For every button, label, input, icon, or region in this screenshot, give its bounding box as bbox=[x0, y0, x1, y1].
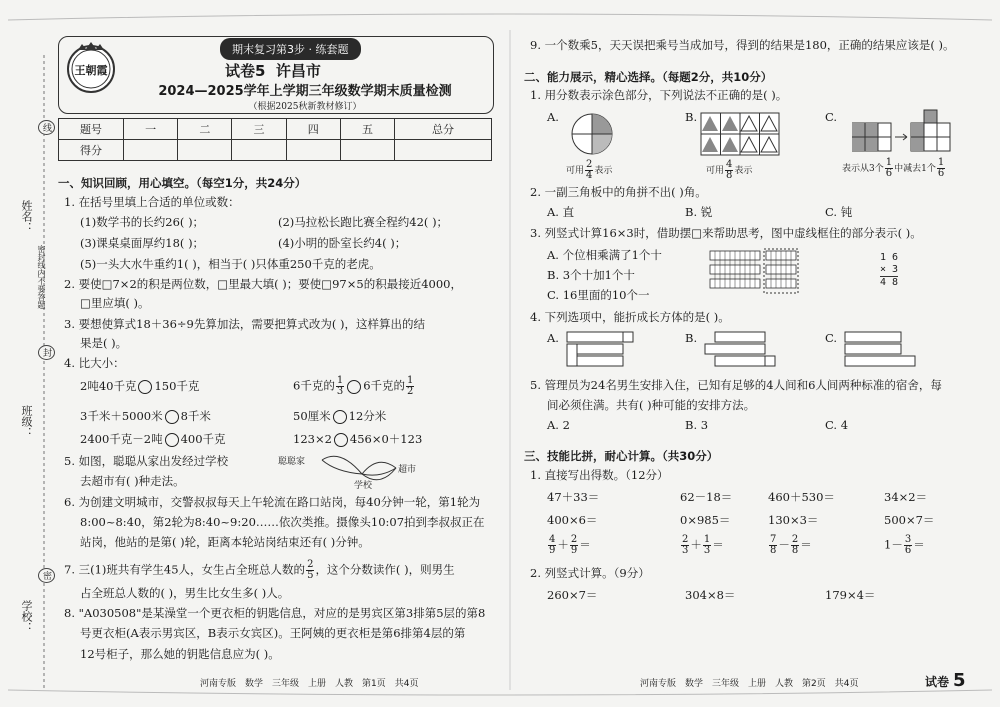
s1-q7a: 7. 三(1)班共有学生45人，女生占全班总人数的 $\frac{2}{5}$ ，这个分数读作( )，则男生 bbox=[64, 559, 455, 581]
s2-q1-opt-b: B. bbox=[685, 110, 698, 124]
calc-item: 500×7＝ bbox=[884, 513, 935, 527]
fraction: $\frac{2}{5}$ bbox=[307, 559, 314, 581]
score-table bbox=[58, 118, 492, 161]
compare-circle[interactable] bbox=[138, 380, 152, 394]
table-cell: 四 bbox=[286, 119, 340, 140]
score-input-cell[interactable] bbox=[124, 140, 178, 161]
s2-q1-caption-c: 表示从3个 $\frac{1}{6}$ 中减去1个 $\frac{1}{6}$ bbox=[842, 157, 945, 179]
cmp-row-3a: 2400千克－2吨 400千克 bbox=[80, 432, 226, 446]
calc-item: 47＋33＝ bbox=[547, 490, 600, 504]
s1-q1a: (1)数学书的长约26( )； bbox=[80, 215, 205, 229]
s2-q2-opt-c[interactable]: C. 钝 bbox=[825, 205, 853, 219]
s2-q5a: 5. 管理员为24名男生安排入住，已知有足够的4人间和6人间两种标准的宿舍，每 bbox=[530, 378, 942, 392]
s1-q3a: 3. 要想使算式18＋36÷9先算加法，需要把算式改为( )，这样算出的结 bbox=[64, 317, 425, 331]
logo bbox=[64, 40, 118, 94]
bars-figure bbox=[852, 108, 964, 154]
s1-q6c: 站岗，他站的是第( )轮，距离本轮站岗结束还有( )分钟。 bbox=[80, 535, 370, 549]
calc-item-frac-1: $\frac{4}{9}$ ＋ $\frac{2}{9}$ ＝ bbox=[549, 534, 591, 556]
header-badge: 期末复习第3步 · 练套题 bbox=[220, 38, 361, 60]
s2-q2-opt-a[interactable]: A. 直 bbox=[547, 205, 575, 219]
triangles-figure bbox=[700, 112, 780, 156]
calc-item-frac-2: $\frac{2}{3}$ ＋ $\frac{1}{3}$ ＝ bbox=[682, 534, 724, 556]
s1-q8c: 12号柜子，那么她的钥匙信息应为( )。 bbox=[80, 647, 280, 661]
s3-q2: 2. 列竖式计算。（9分） bbox=[530, 566, 650, 580]
school-label: 学校： bbox=[20, 600, 33, 633]
s2-q3-opt-c[interactable]: C. 16里面的10个一 bbox=[547, 288, 650, 302]
pie-figure bbox=[568, 110, 618, 158]
compare-circle[interactable] bbox=[334, 433, 348, 447]
s2-q5b: 间必须住满。共有( )种可能的安排方法。 bbox=[547, 398, 756, 412]
name-label: 姓名： bbox=[20, 200, 33, 233]
vertical-calc-item: 179×4＝ bbox=[825, 588, 876, 602]
score-input-cell[interactable] bbox=[232, 140, 286, 161]
s1-q6b: 8:00~8:40，第2轮为8:40~9:20……依次类推。摄像头10:07拍到李叔叔正在 bbox=[80, 515, 485, 529]
compare-circle[interactable] bbox=[165, 410, 179, 424]
s2-q1-opt-c: C. bbox=[825, 110, 838, 124]
s2-q5-opt-c[interactable]: C. 4 bbox=[825, 418, 849, 432]
footer-right: 河南专版 数学 三年级 上册 人教 第2页 共4页 bbox=[640, 679, 859, 689]
table-cell: 一 bbox=[124, 119, 178, 140]
calc-item: 400×6＝ bbox=[547, 513, 598, 527]
exam-subtitle: （根据2025秋新教材修订） bbox=[248, 102, 362, 112]
table-cell: 得分 bbox=[59, 140, 124, 161]
s1-q3b: 果是( )。 bbox=[80, 336, 128, 350]
s2-q2-opt-b[interactable]: B. 锐 bbox=[685, 205, 713, 219]
s2-q1: 1. 用分数表示涂色部分，下列说法不正确的是( )。 bbox=[530, 88, 788, 102]
paper-city: 许昌市 bbox=[275, 62, 321, 80]
calc-item: 460＋530＝ bbox=[768, 490, 835, 504]
section-3-title: 三、技能比拼，耐心计算。（共30分） bbox=[524, 449, 719, 463]
s1-q1b: (2)马拉松长跑比赛全程约42( )； bbox=[278, 215, 449, 229]
s1-q8b: 号更衣柜(A表示男宾区，B表示女宾区)。王阿姨的更衣柜是第6排第4层的第 bbox=[80, 626, 466, 640]
s1-q1c: (3)课桌桌面厚约18( )； bbox=[80, 236, 205, 250]
score-table-score-row bbox=[59, 140, 492, 161]
score-input-cell[interactable] bbox=[178, 140, 232, 161]
seal-mark-seal: 封 bbox=[38, 345, 55, 360]
cmp-row-1b: 6千克的 $\frac{1}{3}$ 6千克的 $\frac{1}{2}$ bbox=[293, 375, 414, 397]
route-school: 学校 bbox=[354, 481, 373, 491]
vertical-calc: 1 6 × 3 4 8 bbox=[880, 252, 899, 288]
net-figure-c bbox=[843, 330, 923, 372]
score-input-cell[interactable] bbox=[286, 140, 340, 161]
cmp-row-1a: 2吨40千克 150千克 bbox=[80, 379, 200, 393]
s1-q5b: 去超市有( )种走法。 bbox=[80, 474, 185, 488]
seal-mark-line: 线 bbox=[38, 120, 55, 135]
s1-q1d: (4)小明的卧室长约4( )； bbox=[278, 236, 407, 250]
section-2-title: 二、能力展示，精心选择。（每题2分，共10分） bbox=[524, 70, 773, 84]
s2-q5-opt-b[interactable]: B. 3 bbox=[685, 418, 709, 432]
footer-left: 河南专版 数学 三年级 上册 人教 第1页 共4页 bbox=[200, 679, 419, 689]
score-input-cell[interactable] bbox=[340, 140, 394, 161]
class-label: 班级： bbox=[20, 405, 33, 438]
net-figure-a bbox=[565, 330, 645, 372]
s1-q2b: □里应填( )。 bbox=[80, 296, 150, 310]
compare-circle[interactable] bbox=[165, 433, 179, 447]
s2-q4: 4. 下列选项中，能折成长方体的是( )。 bbox=[530, 310, 730, 324]
logo-text: 王朝霞 bbox=[74, 64, 108, 77]
s2-q4-opt-a[interactable]: A. bbox=[547, 331, 559, 345]
s2-q1-caption-a: 可用 $\frac{2}{4}$ 表示 bbox=[566, 159, 613, 181]
s1-q9: 9. 一个数乘5，天天误把乘号当成加号，得到的结果是180，正确的结果应该是( )。 bbox=[530, 38, 955, 52]
cmp-row-3b: 123×2 456×0＋123 bbox=[293, 432, 423, 446]
paper-number: 试卷5 bbox=[225, 62, 266, 80]
exam-title: 2024—2025学年上学期三年级数学期末质量检测 bbox=[158, 84, 452, 99]
block-array-figure bbox=[708, 248, 804, 298]
score-table-header-row bbox=[59, 119, 492, 140]
s1-q7b: 占全班总人数的( )，男生比女生多( )人。 bbox=[80, 586, 290, 600]
s2-q5-opt-a[interactable]: A. 2 bbox=[547, 418, 570, 432]
cmp-row-2a: 3千米＋5000米 8千米 bbox=[80, 409, 211, 423]
vertical-calc-item: 304×8＝ bbox=[685, 588, 736, 602]
s1-q2a: 2. 要使□7×2的积是两位数，□里最大填( )；要使□97×5的积最接近4000， bbox=[64, 277, 462, 291]
calc-item: 34×2＝ bbox=[884, 490, 928, 504]
calc-item: 62－18＝ bbox=[680, 490, 733, 504]
s1-q5a: 5. 如图，聪聪从家出发经过学校 bbox=[64, 454, 229, 468]
s1-q1: 1. 在括号里填上合适的单位或数： bbox=[64, 195, 240, 209]
vertical-calc-item: 260×7＝ bbox=[547, 588, 598, 602]
table-cell: 五 bbox=[340, 119, 394, 140]
route-market: 超市 bbox=[398, 465, 417, 475]
fraction: $\frac{1}{3}$ bbox=[336, 375, 344, 397]
table-cell: 题号 bbox=[59, 119, 124, 140]
s2-q2: 2. 一副三角板中的角拼不出( )角。 bbox=[530, 185, 707, 199]
table-cell: 三 bbox=[232, 119, 286, 140]
route-home: 聪聪家 bbox=[278, 457, 306, 467]
calc-item: 130×3＝ bbox=[768, 513, 819, 527]
cmp-row-2b: 50厘米 12分米 bbox=[293, 409, 387, 423]
s2-q1-caption-b: 可用 $\frac{4}{8}$ 表示 bbox=[706, 159, 753, 181]
s2-q4-opt-b[interactable]: B. bbox=[685, 331, 698, 345]
score-input-cell[interactable] bbox=[395, 140, 492, 161]
calc-item-frac-3: $\frac{7}{8}$ － $\frac{2}{8}$ ＝ bbox=[770, 534, 812, 556]
s2-q3: 3. 列竖式计算16×3时，借助摆□来帮助思考，图中虚线框住的部分表示( )。 bbox=[530, 226, 922, 240]
compare-circle[interactable] bbox=[347, 380, 361, 394]
s2-q1-opt-a: A. bbox=[547, 110, 559, 124]
compare-circle[interactable] bbox=[333, 410, 347, 424]
section-1-title: 一、知识回顾，用心填空。（每空1分，共24分） bbox=[58, 176, 307, 190]
s1-q4: 4. 比大小： bbox=[64, 356, 125, 370]
s2-q4-opt-c[interactable]: C. bbox=[825, 331, 838, 345]
calc-item: 0×985＝ bbox=[680, 513, 731, 527]
fraction: $\frac{1}{2}$ bbox=[407, 375, 414, 397]
s3-q1: 1. 直接写出得数。（12分） bbox=[530, 468, 669, 482]
net-figure-b bbox=[703, 330, 783, 372]
s1-q8a: 8. "A030508"是某澡堂一个更衣柜的钥匙信息，对应的是男宾区第3排第5层的第8 bbox=[64, 606, 486, 620]
s2-q3-opt-b[interactable]: B. 3个十加1个十 bbox=[547, 268, 635, 282]
calc-item-frac-4: 1－ $\frac{3}{6}$ ＝ bbox=[884, 534, 925, 556]
table-cell: 二 bbox=[178, 119, 232, 140]
seal-mark-secret: 密 bbox=[38, 568, 55, 583]
paper-badge: 试卷 5 bbox=[925, 670, 966, 691]
s2-q3-opt-a[interactable]: A. 个位相乘满了1个十 bbox=[547, 248, 662, 262]
s1-q1e: (5)一头大水牛重约1( )，相当于( )只体重250千克的老虎。 bbox=[80, 257, 381, 271]
table-cell: 总分 bbox=[395, 119, 492, 140]
s1-q6a: 6. 为创建文明城市，交警叔叔每天上午轮流在路口站岗，每40分钟一轮，第1轮为 bbox=[64, 495, 481, 509]
seal-note: 密封线内不要答题 bbox=[37, 245, 46, 309]
